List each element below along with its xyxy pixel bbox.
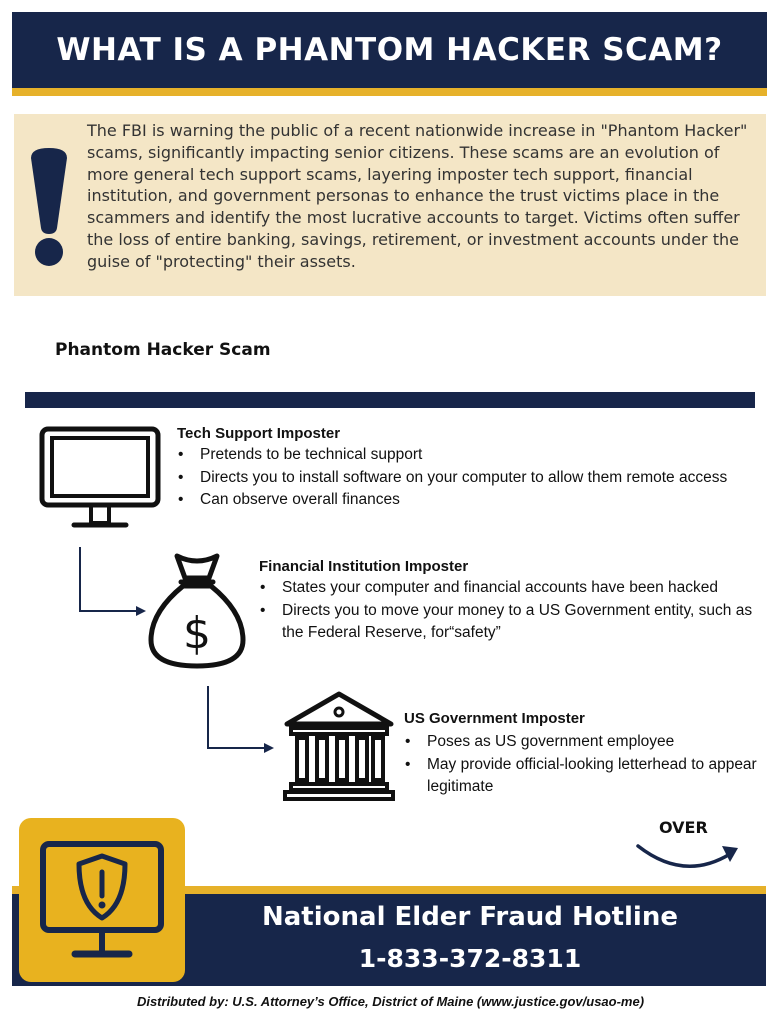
exclamation-icon [29, 148, 69, 268]
title-bar [12, 12, 767, 88]
us-government-bullets [403, 731, 758, 799]
page-title: WHAT IS A PHANTOM HACKER SCAM? [56, 32, 723, 68]
list-item: • States your computer and financial accounts have been hacked [258, 577, 758, 600]
connector-arrow-2 [198, 684, 278, 756]
money-bag-icon [145, 552, 250, 670]
step-title-financial-institution: Financial Institution Imposter [259, 558, 469, 575]
section-title: Phantom Hacker Scam [55, 340, 271, 360]
list-item: • Poses as US government employee [403, 731, 758, 754]
computer-monitor-icon [38, 425, 162, 533]
financial-institution-bullets [258, 577, 758, 645]
list-item: • Directs you to install software on your computer to allow them remote access [176, 467, 756, 490]
step-title-us-government: US Government Imposter [404, 710, 585, 727]
over-label: OVER [659, 818, 708, 837]
section-divider [25, 392, 755, 408]
svg-text:$: $ [183, 608, 211, 659]
footer-distribution: Distributed by: U.S. Attorney’s Office, District of Maine (www.justice.gov/usao-me) [136, 994, 645, 1009]
list-item: • Directs you to move your money to a US Government entity, such as the Federal Reserve, for“safety” [258, 600, 758, 645]
tech-support-bullets [176, 444, 756, 512]
hotline-number: 1-833-372-8311 [358, 944, 582, 973]
title-underline [12, 88, 767, 96]
step-title-tech-support: Tech Support Imposter [177, 425, 341, 442]
list-item: • Can observe overall finances [176, 489, 756, 512]
curved-arrow-icon [634, 838, 744, 878]
connector-arrow-1 [70, 545, 150, 620]
hotline-badge [19, 818, 185, 982]
government-building-icon [283, 690, 395, 802]
hotline-title: National Elder Fraud Hotline [262, 902, 678, 932]
shield-monitor-icon [19, 818, 185, 982]
list-item: • May provide official-looking letterhead to appear legitimate [403, 754, 758, 799]
list-item: • Pretends to be technical support [176, 444, 756, 467]
intro-text: The FBI is warning the public of a recent nationwide increase in "Phantom Hacker" scams, significantly impacting senior citizens. These scams are an evolution of more general tech support scams, layering imposter tech support, financial institution, and government personas to enhance the trust victims place in the scammers and identify the most lucrative accounts to target. Victims often suffer the loss of entire banking, savings, retirement, or investment accounts under the guise of "protecting" their assets. [87, 121, 748, 271]
